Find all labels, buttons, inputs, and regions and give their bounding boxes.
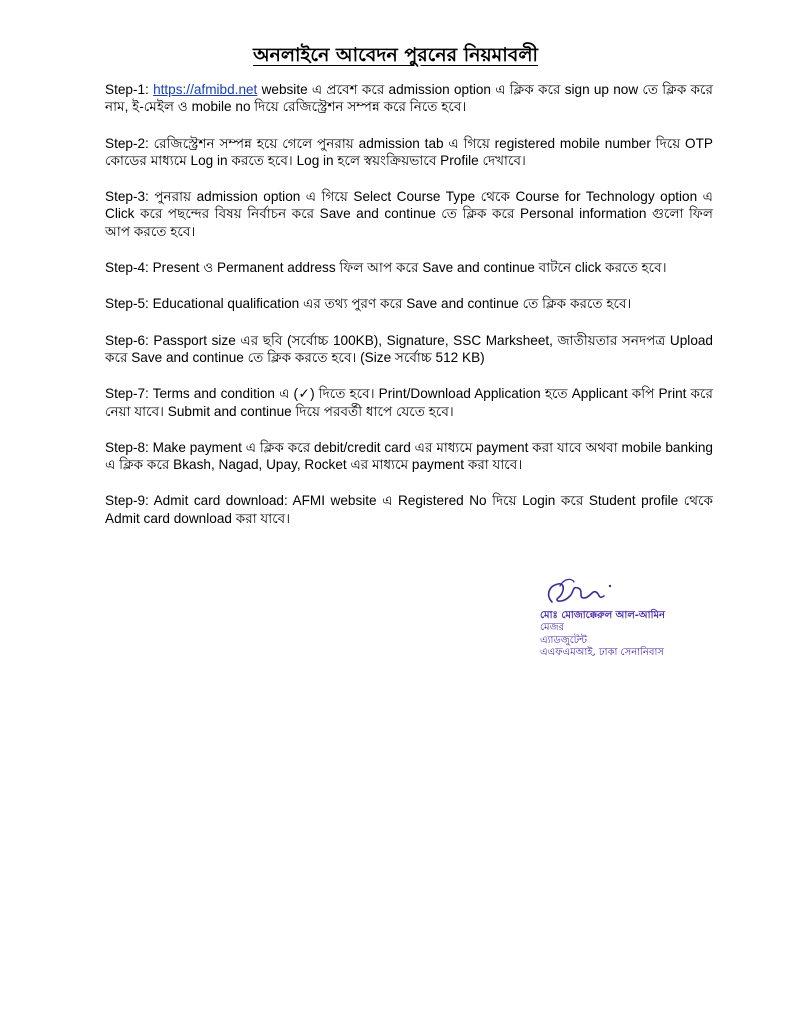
step-3-label: Step-3: [105,189,155,205]
step-7 [105,385,713,420]
step-7-label: Step-7: [105,386,153,402]
step-3-text: পুনরায় admission option এ গিয়ে Select Course Type থেকে Course for Technology option এ Click করে পছন্দের বিষয় নির্বাচন করে Save and continue তে ক্লিক করে Personal information গুলো ফিল আপ করতে হবে। [105,189,714,239]
step-4-text: Present ও Permanent address ফিল আপ করে Save and continue বাটনে click করতে হবে। [152,260,667,276]
document-title: অনলাইনে আবেদন পুরনের নিয়মাবলী [253,44,538,66]
step-5-text: Educational qualification এর তথ্য পুরণ করে Save and continue তে ক্লিক করতে হবে। [152,296,632,312]
step-8 [105,439,713,474]
step-3 [105,188,713,240]
step-5-label: Step-5: [105,296,153,312]
step-1-text: website এ প্রবেশ করে admission option এ ক্লিক করে sign up now তে ক্লিক করে নাম, ই-মেইল ও mobile no দিয়ে রেজিস্ট্রেশন সম্পন্ন করে নিতে হবে। [105,82,713,115]
step-4-label: Step-4: [105,260,153,276]
step-4 [105,259,713,276]
step-1 [105,81,713,116]
step-8-label: Step-8: [105,439,153,455]
step-8-text: Make payment এ ক্লিক করে debit/credit card এর মাধ্যমে payment করা যাবে অথবা mobile banking এ ক্লিক করে Bkash, Nagad, Upay, Rocket এর মাধ্যমে payment করা যাবে। [105,439,713,473]
step-9 [105,492,713,527]
step-2-text: রেজিস্ট্রেশন সম্পন্ন হয়ে গেলে পুনরায় admission tab এ গিয়ে registered mobile number দিয়ে OTP কোডের মাধ্যমে Log in করতে হবে। Log in হলে স্বয়ংক্রিয়ভাবে Profile দেখাবে। [105,135,713,168]
step-5 [105,295,713,312]
step-7-text: Terms and condition এ (✓) দিতে হবে। Print/Download Application হতে Applicant কপি Print করে নেয়া যাবে। Submit and continue দিয়ে পরবর্তী ধাপে যেতে হবে। [105,386,713,419]
step-2 [105,135,713,170]
signatory-designation: এ্যাডজুটেন্ট [540,634,588,646]
step-9-text: Admit card download: AFMI website এ Registered No দিয়ে Login করে Student profile থেকে Admit card download করা যাবে। [105,493,714,526]
signature-text [540,610,665,660]
signatory-name: মোঃ মোজাক্কেরুল আল-আমিন [540,610,665,621]
website-link[interactable]: https://afmibd.net [153,82,258,97]
step-6-text: Passport size এর ছবি (সর্বোচ্চ 100KB), Signature, SSC Marksheet, জাতীয়তার সনদপত্র Upload করে Save and continue তে ক্লিক করতে হবে। (Size সর্বোচ্চ 512 KB) [105,332,713,365]
step-9-label: Step-9: [105,493,154,509]
signatory-rank: মেজর [540,622,565,634]
step-6-label: Step-6: [105,332,154,348]
step-6 [105,332,713,367]
signatory-office: এএফএমআই, ঢাকা সেনানিবাস [540,647,664,659]
step-1-label: Step-1: [105,82,154,97]
handwritten-signature [538,572,618,610]
steps-list [105,81,713,546]
step-2-label: Step-2: [105,135,154,151]
